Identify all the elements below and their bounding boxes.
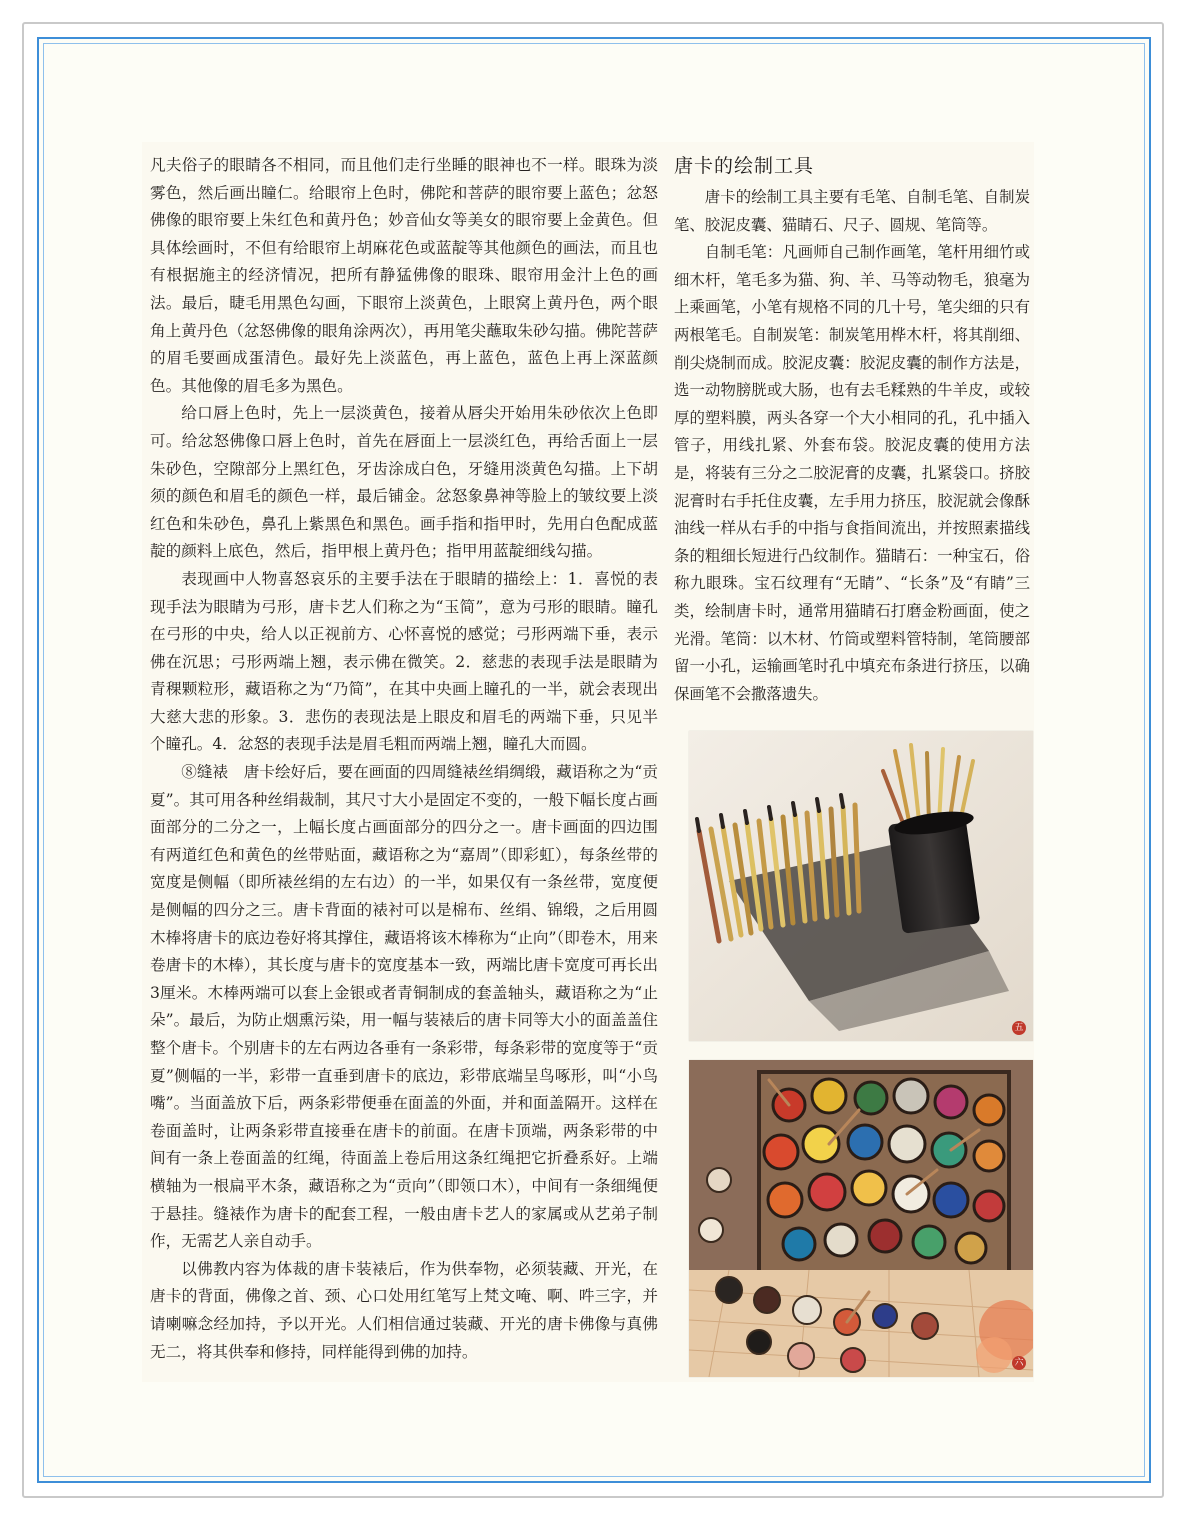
paragraph-consecration: 以佛教内容为体裁的唐卡装裱后，作为供奉物，必须装藏、开光，在唐卡的背面，佛像之首、颈、心口处用红笔写上梵文唵、啊、吽三字，并请喇嘛念经加持，予以开光。人们相信通过装藏、开光的唐卡佛像与真佛无二，将其供奉和修持，同样能得到佛的加持。 xyxy=(150,1259,658,1361)
paragraph-mounting: ⑧缝裱 唐卡绘好后，要在画面的四周缝裱丝绢绸缎，藏语称之为“贡夏”。其可用各种丝绢裁制，其尺寸大小是固定不变的，一般下幅长度占画面部分的二分之一，上幅长度占画面部分的四分之一。唐卡画面的四边围有两道红色和黄色的丝带贴面，藏语称之为“嘉周”（即彩虹），每条丝带的宽度是侧幅（即所裱丝绢的左右边）的一半，如果仅有一条丝带，宽度便是侧幅的四分之三。唐卡背面的裱衬可以是棉布、丝绢、锦缎，之后用圆木棒将唐卡的底边卷好将其撑住，藏语将该木棒称为“止向”（即卷木，用来卷唐卡的木棒），其长度与唐卡的宽度基本一致，两端比唐卡宽度可再长出3厘米。木棒两端可以套上金银或者青铜制成的套盖轴头，藏语称之为“止朵”。最后，为防止烟熏污染，用一幅与装裱后的唐卡同等大小的面盖盖住整个唐卡。个别唐卡的左右两边各垂有一条彩带，每条彩带的宽度等于“贡夏”侧幅的一半，彩带一直垂到唐卡的底边，彩带底端呈鸟啄形，叫“小鸟嘴”。当面盖放下后，两条彩带便垂在面盖的外面，并和面盖隔开。这样在卷面盖时，让两条彩带直接垂在唐卡的前面。在唐卡顶端，两条彩带的中间有一条上卷面盖的红绳，待面盖上卷后用这条红绳把它折叠系好。上端横轴为一根扁平木条，藏语称之为“贡向”（即领口木），中间有一条细绳便于悬挂。缝裱作为唐卡的配套工程，一般由唐卡艺人的家属或从艺弟子制作，无需艺人亲自动手。 xyxy=(150,763,658,1251)
paints-illustration xyxy=(689,1060,1033,1377)
paragraph-expressions: 表现画中人物喜怒哀乐的主要手法在于眼睛的描绘上：1．喜悦的表现手法为眼睛为弓形，唐卡艺人们称之为“玉简”，意为弓形的眼睛。瞳孔在弓形的中央，给人以正视前方、心怀喜悦的感觉；弓形两端下垂，表示佛在沉思；弓形两端上翘，表示佛在微笑。2．慈悲的表现手法是眼睛为青稞颗粒形，藏语称之为“乃简”，在其中央画上瞳孔的一半，就会表现出大慈大悲的形象。3．悲伤的表现法是上眼皮和眉毛的两端下垂，只见半个瞳孔。4．忿怒的表现手法是眉毛粗而两端上翘，瞳孔大而圆。 xyxy=(150,569,658,754)
brushes-illustration xyxy=(689,731,1033,1041)
paragraph-tools-intro: 唐卡的绘制工具主要有毛笔、自制毛笔、自制炭笔、胶泥皮囊、猫睛石、尺子、圆规、笔筒等。 xyxy=(674,188,1030,234)
section-heading: 唐卡的绘制工具 xyxy=(674,155,815,177)
paragraph-eyes: 凡夫俗子的眼睛各不相同，而且他们走行坐睡的眼神也不一样。眼珠为淡雾色，然后画出瞳仁。给眼帘上色时，佛陀和菩萨的眼帘要上蓝色；忿怒佛像的眼帘要上朱红色和黄丹色；妙音仙女等美女的眼帘要上金黄色。但具体绘画时，不但有给眼帘上胡麻花色或蓝靛等其他颜色的画法，而且也有根据施主的经济情况，把所有静猛佛像的眼珠、眼帘用金汁上色的画法。最后，睫毛用黑色勾画，下眼帘上淡黄色，上眼窝上黄丹色，两个眼角上黄丹色（忿怒佛像的眼角涂两次），再用笔尖蘸取朱砂勾描。佛陀菩萨的眉毛要画成蛋清色。最好先上淡蓝色，再上蓝色，蓝色上再上深蓝颜色。其他像的眉毛多为黑色。 xyxy=(150,156,658,395)
paragraph-tools-detail: 自制毛笔：凡画师自己制作画笔，笔杆用细竹或细木杆，笔毛多为猫、狗、羊、马等动物毛，狼毫为上乘画笔，小笔有规格不同的几十号，笔尖细的只有两根笔毛。自制炭笔：制炭笔用桦木杆，将其削细、削尖烧制而成。胶泥皮囊：胶泥皮囊的制作方法是，选一动物膀胱或大肠，也有去毛糅熟的牛羊皮，或较厚的塑料膜，两头各穿一个大小相同的孔，孔中插入管子，用线扎紧、外套布袋。胶泥皮囊的使用方法是，将装有三分之二胶泥膏的皮囊，扎紧袋口。挤胶泥膏时右手托住皮囊，左手用力挤压，胶泥就会像酥油线一样从右手的中指与食指间流出，并按照素描线条的粗细长短进行凸纹制作。猫睛石：一种宝石，俗称九眼珠。宝石纹理有“无睛”、“长条”及“有睛”三类，绘制唐卡时，通常用猫睛石打磨金粉画面，使之光滑。笔筒：以木材、竹筒或塑料管特制，笔筒腰部留一小孔，运输画笔时孔中填充布条进行挤压，以确保画笔不会撒落遗失。 xyxy=(674,243,1030,703)
brushes-photo xyxy=(689,731,1033,1041)
photo-marker-six: 六 xyxy=(1012,1356,1026,1370)
left-text-column xyxy=(150,152,658,1366)
paragraph-lips: 给口唇上色时，先上一层淡黄色，接着从唇尖开始用朱砂依次上色即可。给忿怒佛像口唇上色时，首先在唇面上一层淡红色，再给舌面上一层朱砂色，空隙部分上黑红色，牙齿涂成白色，牙缝用淡黄色勾描。上下胡须的颜色和眉毛的颜色一样，最后铺金。忿怒象鼻神等脸上的皱纹要上淡红色和朱砂色，鼻孔上紫黑色和黑色。画手指和指甲时，先用白色配成蓝靛的颜料上底色，然后，指甲根上黄丹色；指甲用蓝靛细线勾描。 xyxy=(150,404,658,561)
right-text-column xyxy=(674,152,1030,708)
paints-photo xyxy=(689,1060,1033,1377)
photo-marker-five: 五 xyxy=(1012,1021,1026,1035)
